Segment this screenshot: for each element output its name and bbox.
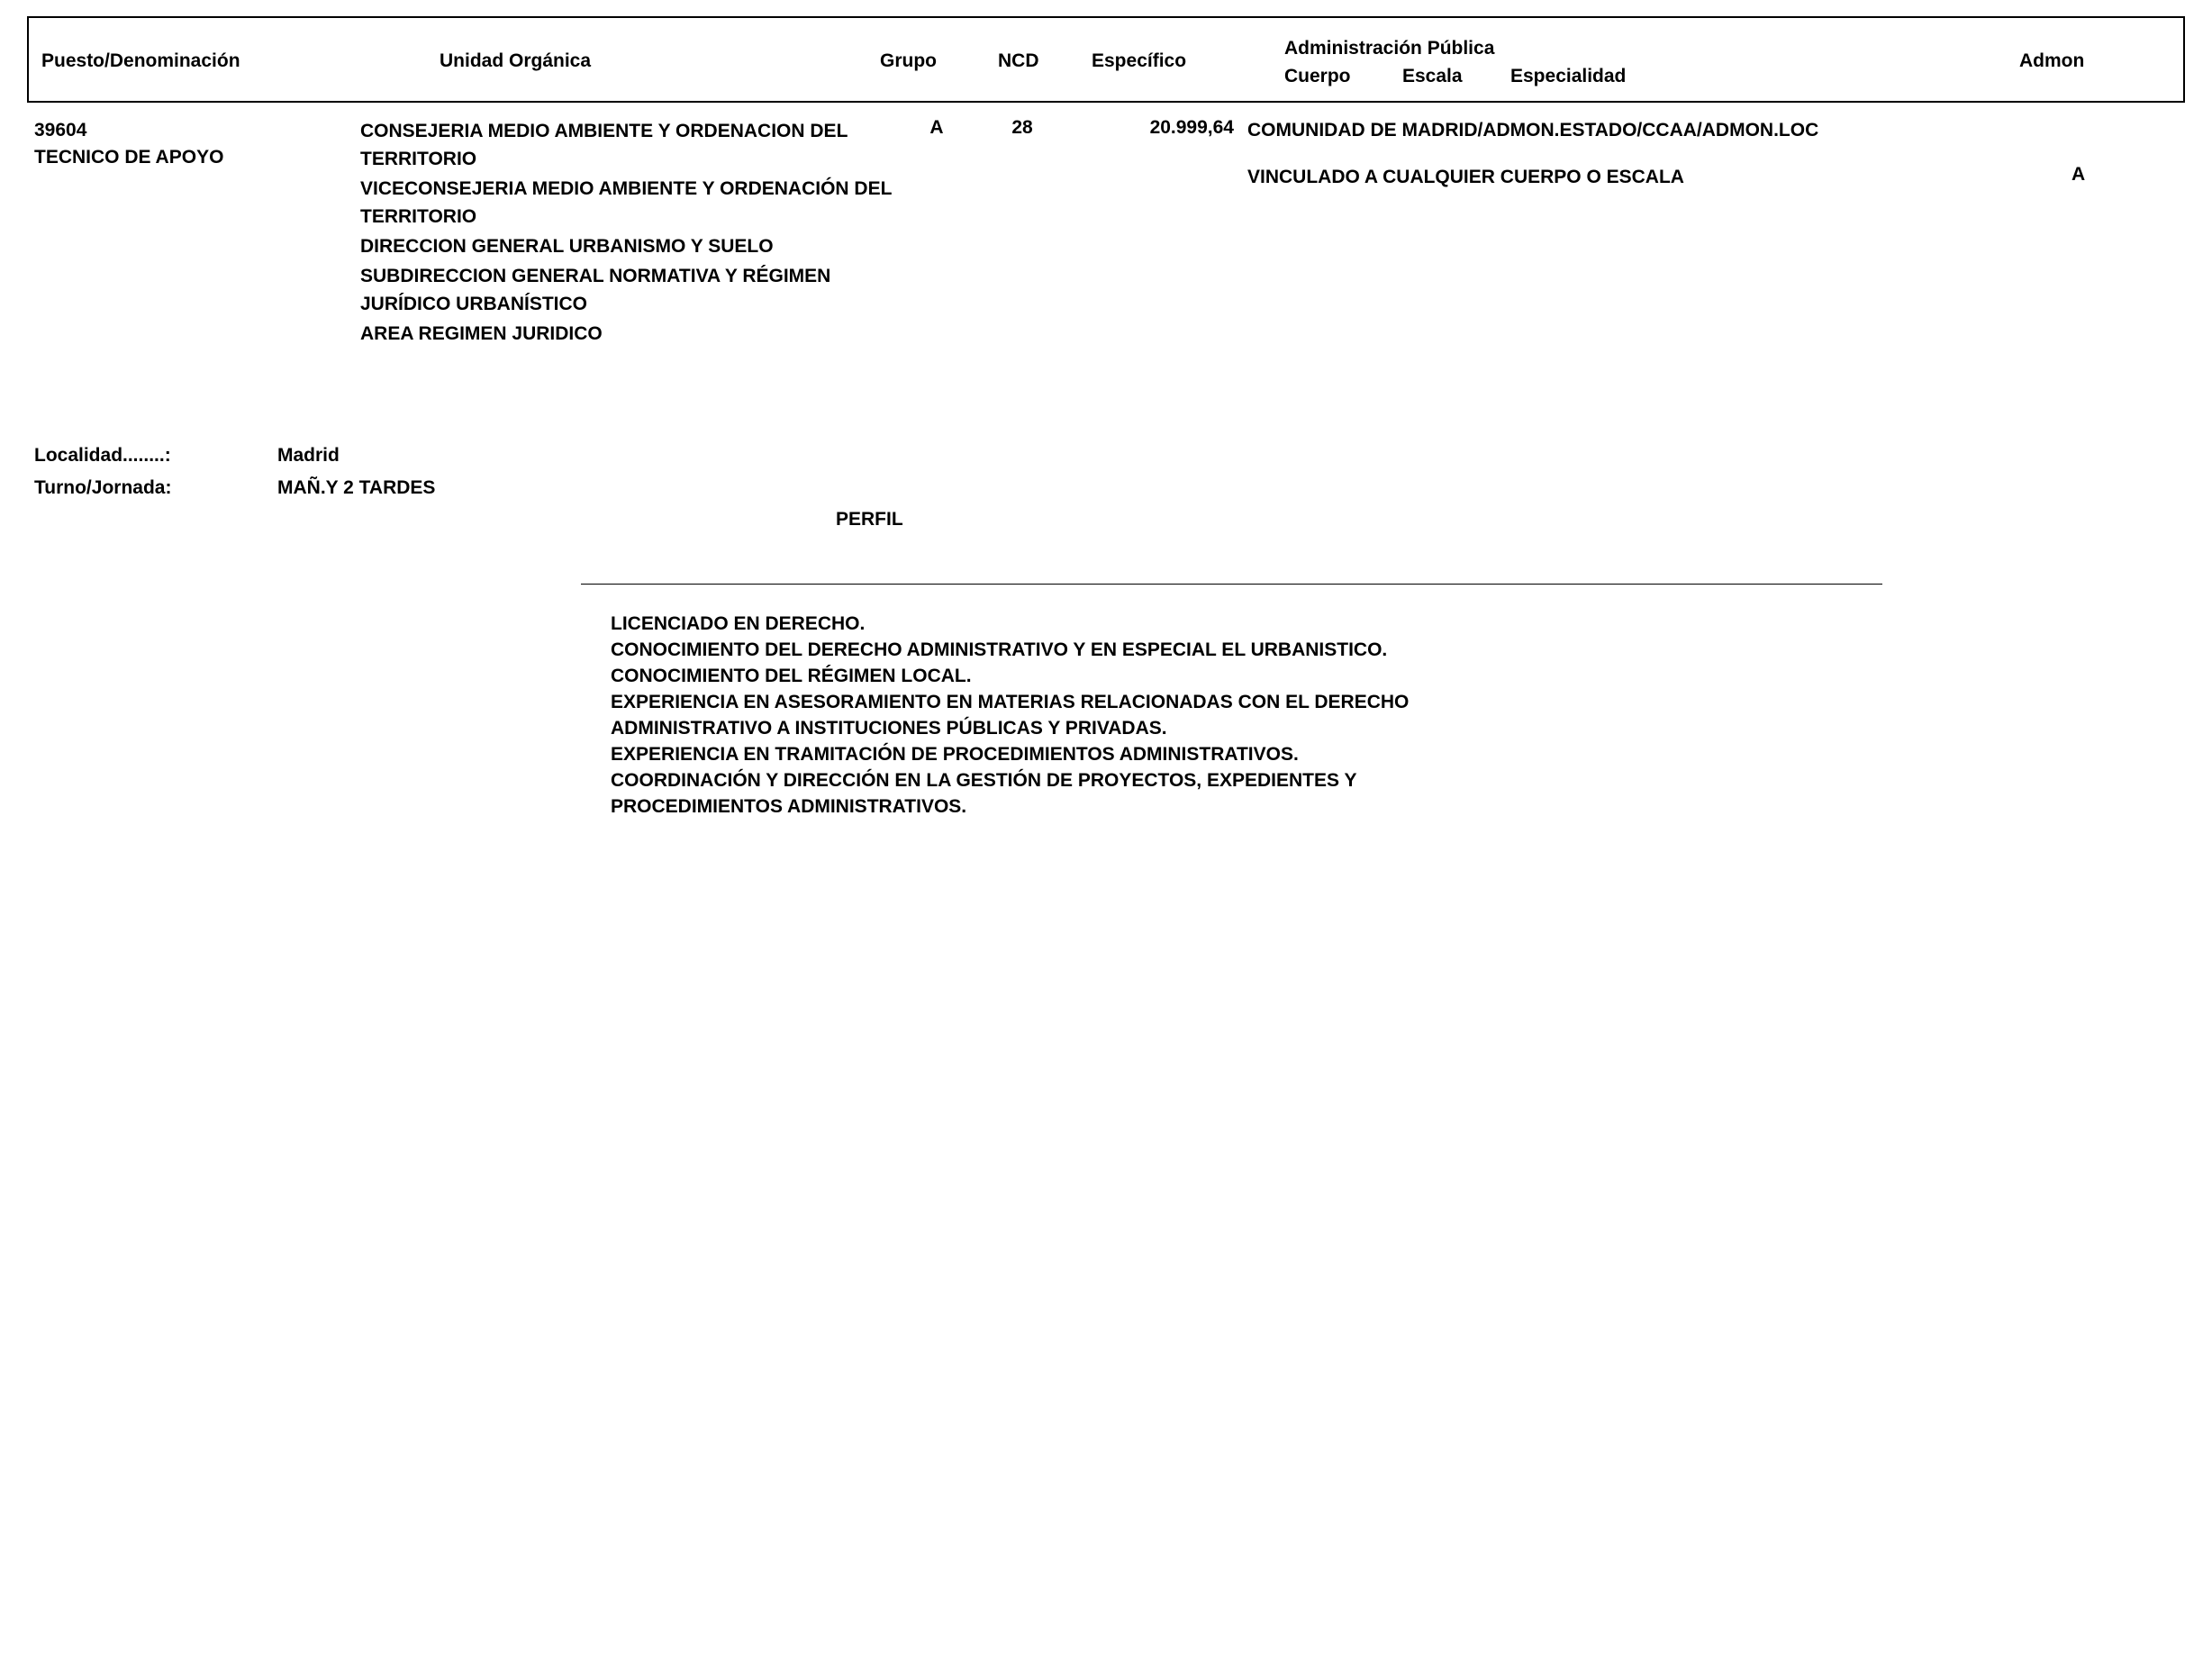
perfil-divider	[581, 584, 1882, 585]
unidad-line: DIRECCION GENERAL URBANISMO Y SUELO	[360, 236, 774, 257]
puesto-denominacion: TECNICO DE APOYO	[34, 147, 224, 168]
perfil-line: ADMINISTRATIVO A INSTITUCIONES PÚBLICAS Y PRIVADAS.	[611, 718, 1167, 739]
cell-puesto	[34, 117, 331, 171]
cell-unidad-organica	[360, 117, 901, 349]
cell-especifico: 20.999,64	[1149, 117, 1234, 138]
unidad-line: AREA REGIMEN JURIDICO	[360, 323, 603, 344]
cell-ncd: 28	[1011, 117, 1033, 138]
unidad-line: SUBDIRECCION GENERAL NORMATIVA Y RÉGIMEN JURÍDICO URBANÍSTICO	[360, 266, 831, 314]
cell-administracion-publica	[1247, 117, 2112, 191]
localidad-row	[27, 445, 2185, 477]
perfil-body	[611, 611, 1962, 820]
column-header-puesto: Puesto/Denominación	[41, 50, 240, 71]
turno-row	[27, 477, 2185, 510]
column-header-administracion-publica: Administración Pública	[1284, 38, 1495, 59]
column-header-escala: Escala	[1402, 66, 1463, 86]
perfil-line: LICENCIADO EN DERECHO.	[611, 613, 866, 634]
turno-value: MAÑ.Y 2 TARDES	[277, 477, 436, 498]
table-header	[27, 16, 2185, 103]
administracion-text: COMUNIDAD DE MADRID/ADMON.ESTADO/CCAA/ADMON.LOC	[1247, 120, 1819, 141]
turno-label: Turno/Jornada:	[34, 477, 172, 498]
perfil-line: EXPERIENCIA EN ASESORAMIENTO EN MATERIAS RELACIONADAS CON EL DERECHO	[611, 692, 1410, 712]
localidad-label: Localidad........:	[34, 445, 171, 466]
puesto-codigo: 39604	[34, 120, 87, 141]
perfil-line: PROCEDIMIENTOS ADMINISTRATIVOS.	[611, 796, 967, 817]
perfil-line: EXPERIENCIA EN TRAMITACIÓN DE PROCEDIMIENTOS ADMINISTRATIVOS.	[611, 744, 1299, 765]
column-header-grupo: Grupo	[880, 50, 937, 71]
perfil-title: PERFIL	[836, 509, 903, 530]
column-header-unidad: Unidad Orgánica	[440, 50, 592, 71]
cell-grupo: A	[929, 117, 944, 138]
column-header-especialidad: Especialidad	[1510, 66, 1627, 86]
column-header-ncd: NCD	[998, 50, 1039, 71]
perfil-line: CONOCIMIENTO DEL DERECHO ADMINISTRATIVO Y EN ESPECIAL EL URBANISTICO.	[611, 639, 1388, 660]
column-header-admon: Admon	[2019, 50, 2085, 71]
table-row	[27, 103, 2185, 445]
perfil-line: CONOCIMIENTO DEL RÉGIMEN LOCAL.	[611, 666, 972, 686]
localidad-value: Madrid	[277, 445, 340, 466]
column-header-cuerpo: Cuerpo	[1284, 66, 1351, 86]
unidad-line: VICECONSEJERIA MEDIO AMBIENTE Y ORDENACIÓN DEL TERRITORIO	[360, 178, 893, 227]
vinculado-text: VINCULADO A CUALQUIER CUERPO O ESCALA	[1247, 167, 1684, 187]
perfil-line: COORDINACIÓN Y DIRECCIÓN EN LA GESTIÓN DE PROYECTOS, EXPEDIENTES Y	[611, 770, 1357, 791]
unidad-line: CONSEJERIA MEDIO AMBIENTE Y ORDENACION DEL TERRITORIO	[360, 121, 848, 169]
column-header-especifico: Específico	[1092, 50, 1187, 71]
cell-admon: A	[2071, 164, 2086, 185]
